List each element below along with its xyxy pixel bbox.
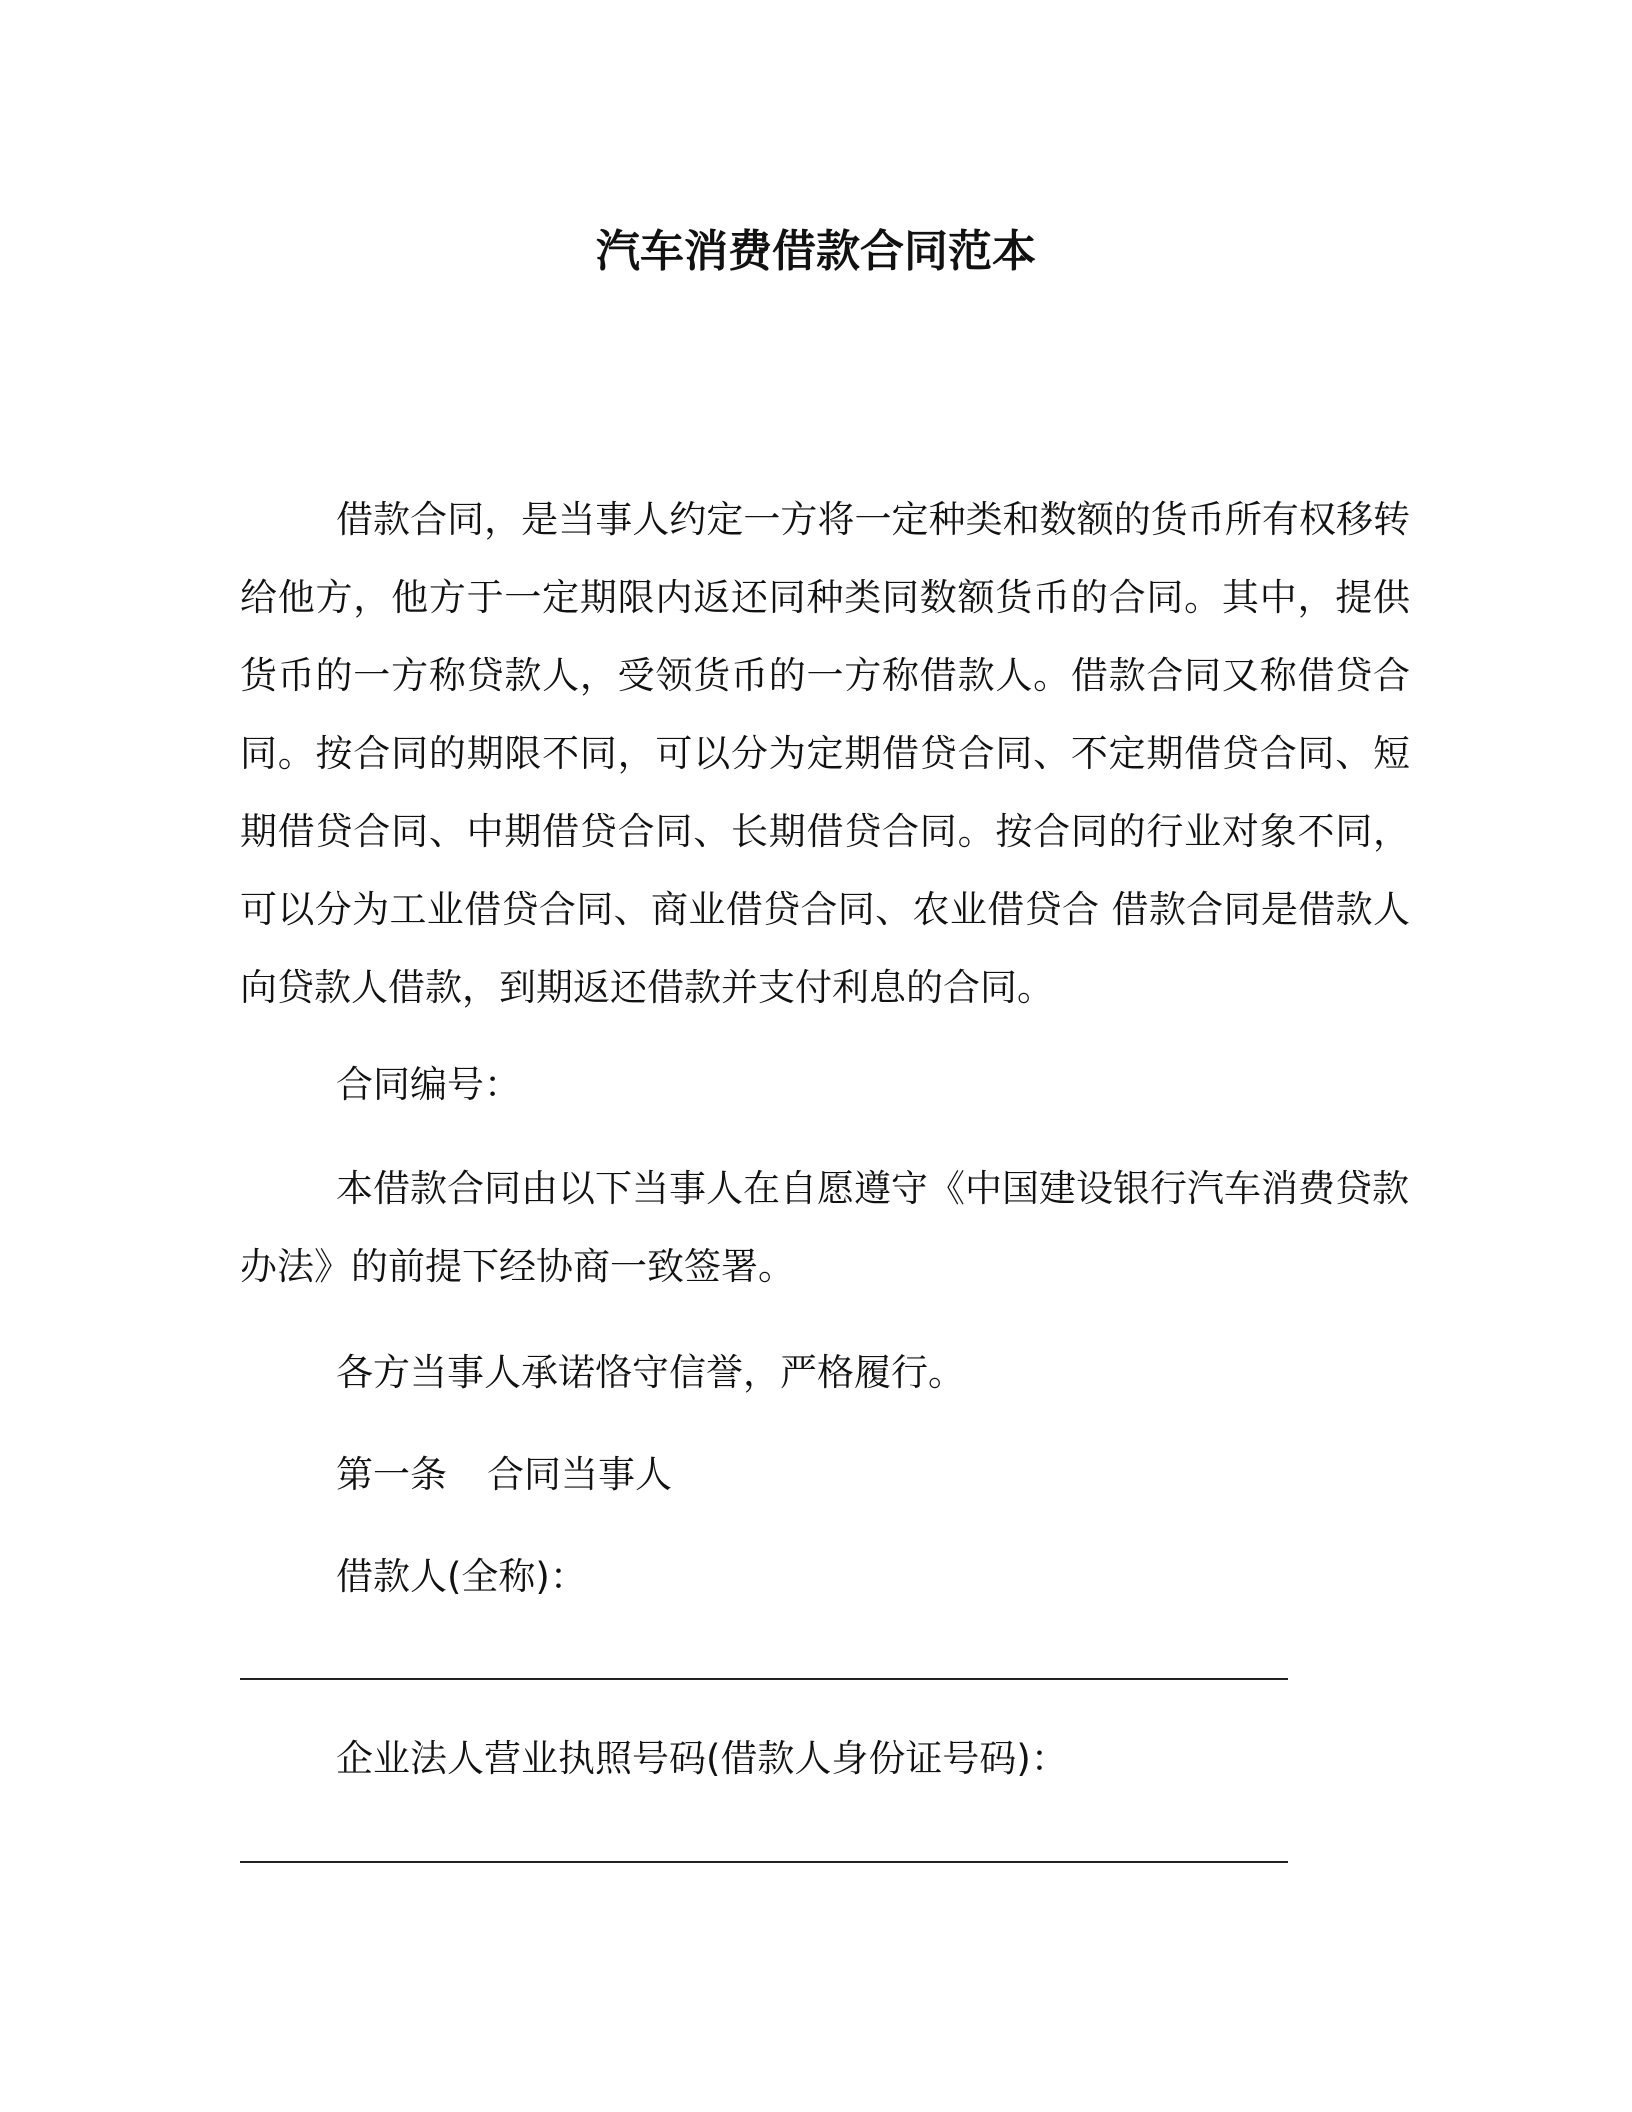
article-1-number: 第一条 bbox=[336, 1453, 447, 1496]
business-license-label: 企业法人营业执照号码(借款人身份证号码)： bbox=[336, 1737, 1068, 1780]
contract-number-label: 合同编号： bbox=[336, 1063, 521, 1106]
document-title: 汽车消费借款合同范本 bbox=[596, 226, 1036, 277]
article-1-heading bbox=[240, 1436, 1410, 1514]
intro-paragraph: 借款合同，是当事人约定一方将一定种类和数额的货币所有权移转给他方，他方于一定期限内返还同种类同数额货币的合同。其中，提供货币的一方称贷款人，受领货币的一方称借款人。借款合同又称借贷合同。按合同的期限不同，可以分为定期借贷合同、不定期借贷合同、短期借贷合同、中期借贷合同、长期借贷合同。按合同的行业对象不同，可以分为工业借贷合同、商业借贷合同、农业借贷合 借款合同是借款人向贷款人借款，到期返还借款并支付利息的合同。 bbox=[240, 498, 1410, 1009]
business-license-fill-line bbox=[240, 1861, 1288, 1863]
promise-paragraph: 各方当事人承诺恪守信誉，严格履行。 bbox=[336, 1351, 965, 1394]
article-1-title: 合同当事人 bbox=[487, 1453, 672, 1496]
borrower-name-fill-line bbox=[240, 1678, 1288, 1680]
preamble-paragraph: 本借款合同由以下当事人在自愿遵守《中国建设银行汽车消费贷款办法》的前提下经协商一致签署。 bbox=[240, 1167, 1409, 1288]
borrower-name-label: 借款人(全称)： bbox=[336, 1555, 587, 1598]
